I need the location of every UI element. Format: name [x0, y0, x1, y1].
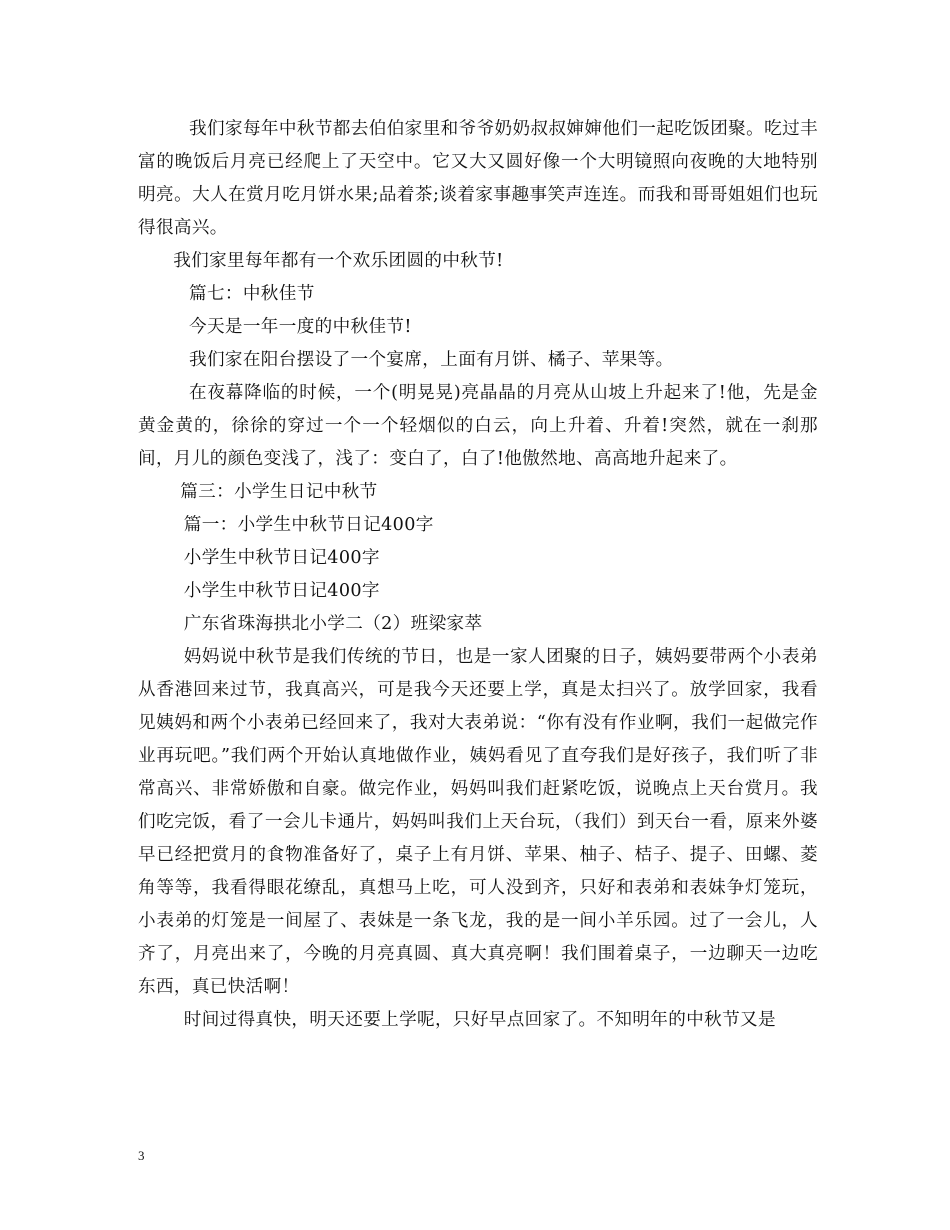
diary-title-2: 小学生中秋节日记400字 — [183, 581, 380, 601]
paragraph-diary-story: 妈妈说中秋节是我们传统的节日，也是一家人团聚的日子，姨妈要带两个小表弟从香港回来过节，我真高兴，可是我今天还要上学，真是太扫兴了。放学回家，我看见姨妈和两个小表弟已经回来了，我对大表弟说：“你有没有作业啊，我们一起做完作业再玩吧。”我们两个开始认真地做作业，姨妈看见了直夸我们是好孩子，我们听了非常高兴、非常娇傲和自豪。做完作业，妈妈叫我们赶紧吃饭，说晚点上天台赏月。我们吃完饭，看了一会儿卡通片，妈妈叫我们上天台玩，（我们）到天台一看，原来外婆早已经把赏月的食物准备好了，桌子上有月饼、苹果、柚子、桔子、提子、田螺、菱角等等，我看得眼花缭乱，真想马上吃，可人没到齐，只好和表弟和表妹争灯笼玩，小表弟的灯笼是一间屋了、表妹是一条飞龙，我的是一间小羊乐园。过了一会儿，人齐了，月亮出来了，今晚的月亮真圆、真大真亮啊！我们围着桌子，一边聊天一边吃东西，真已快活啊！ — [138, 647, 818, 997]
paragraph-reunion: 我们家里每年都有一个欢乐团圆的中秋节! — [173, 251, 504, 271]
paragraph-family-dinner: 我们家每年中秋节都去伯伯家里和爷爷奶奶叔叔婶婶他们一起吃饭团聚。吃过丰富的晚饭后月亮已经爬上了天空中。它又大又圆好像一个大明镜照向夜晚的大地特别明亮。大人在赏月吃月饼水果;品着茶;谈着家事趣事笑声连连。而我和哥哥姐姐们也玩得很高兴。 — [138, 119, 818, 238]
page-number: 3 — [138, 1148, 145, 1163]
paragraph-going-home: 时间过得真快，明天还要上学呢，只好早点回家了。不知明年的中秋节又是 — [183, 1010, 776, 1030]
section-heading-part-one: 篇一：小学生中秋节日记400字 — [183, 515, 434, 535]
diary-title-1: 小学生中秋节日记400字 — [183, 548, 380, 568]
document-body — [138, 113, 818, 1037]
author-line: 广东省珠海拱北小学二（2）班梁家萃 — [183, 614, 483, 634]
paragraph-festival-today: 今天是一年一度的中秋佳节! — [189, 317, 412, 337]
section-heading-part-three: 篇三：小学生日记中秋节 — [180, 482, 378, 502]
section-heading-part-seven: 篇七：中秋佳节 — [189, 284, 315, 304]
paragraph-balcony-feast: 我们家在阳台摆设了一个宴席，上面有月饼、橘子、苹果等。 — [189, 350, 674, 370]
paragraph-moonrise: 在夜幕降临的时候，一个(明晃晃)亮晶晶的月亮从山坡上升起来了!他，先是金黄金黄的，徐徐的穿过一个一个轻烟似的白云，向上升着、升着!突然，就在一刹那间，月儿的颜色变浅了，浅了：变白了，白了!他傲然地、高高地升起来了。 — [138, 383, 818, 469]
